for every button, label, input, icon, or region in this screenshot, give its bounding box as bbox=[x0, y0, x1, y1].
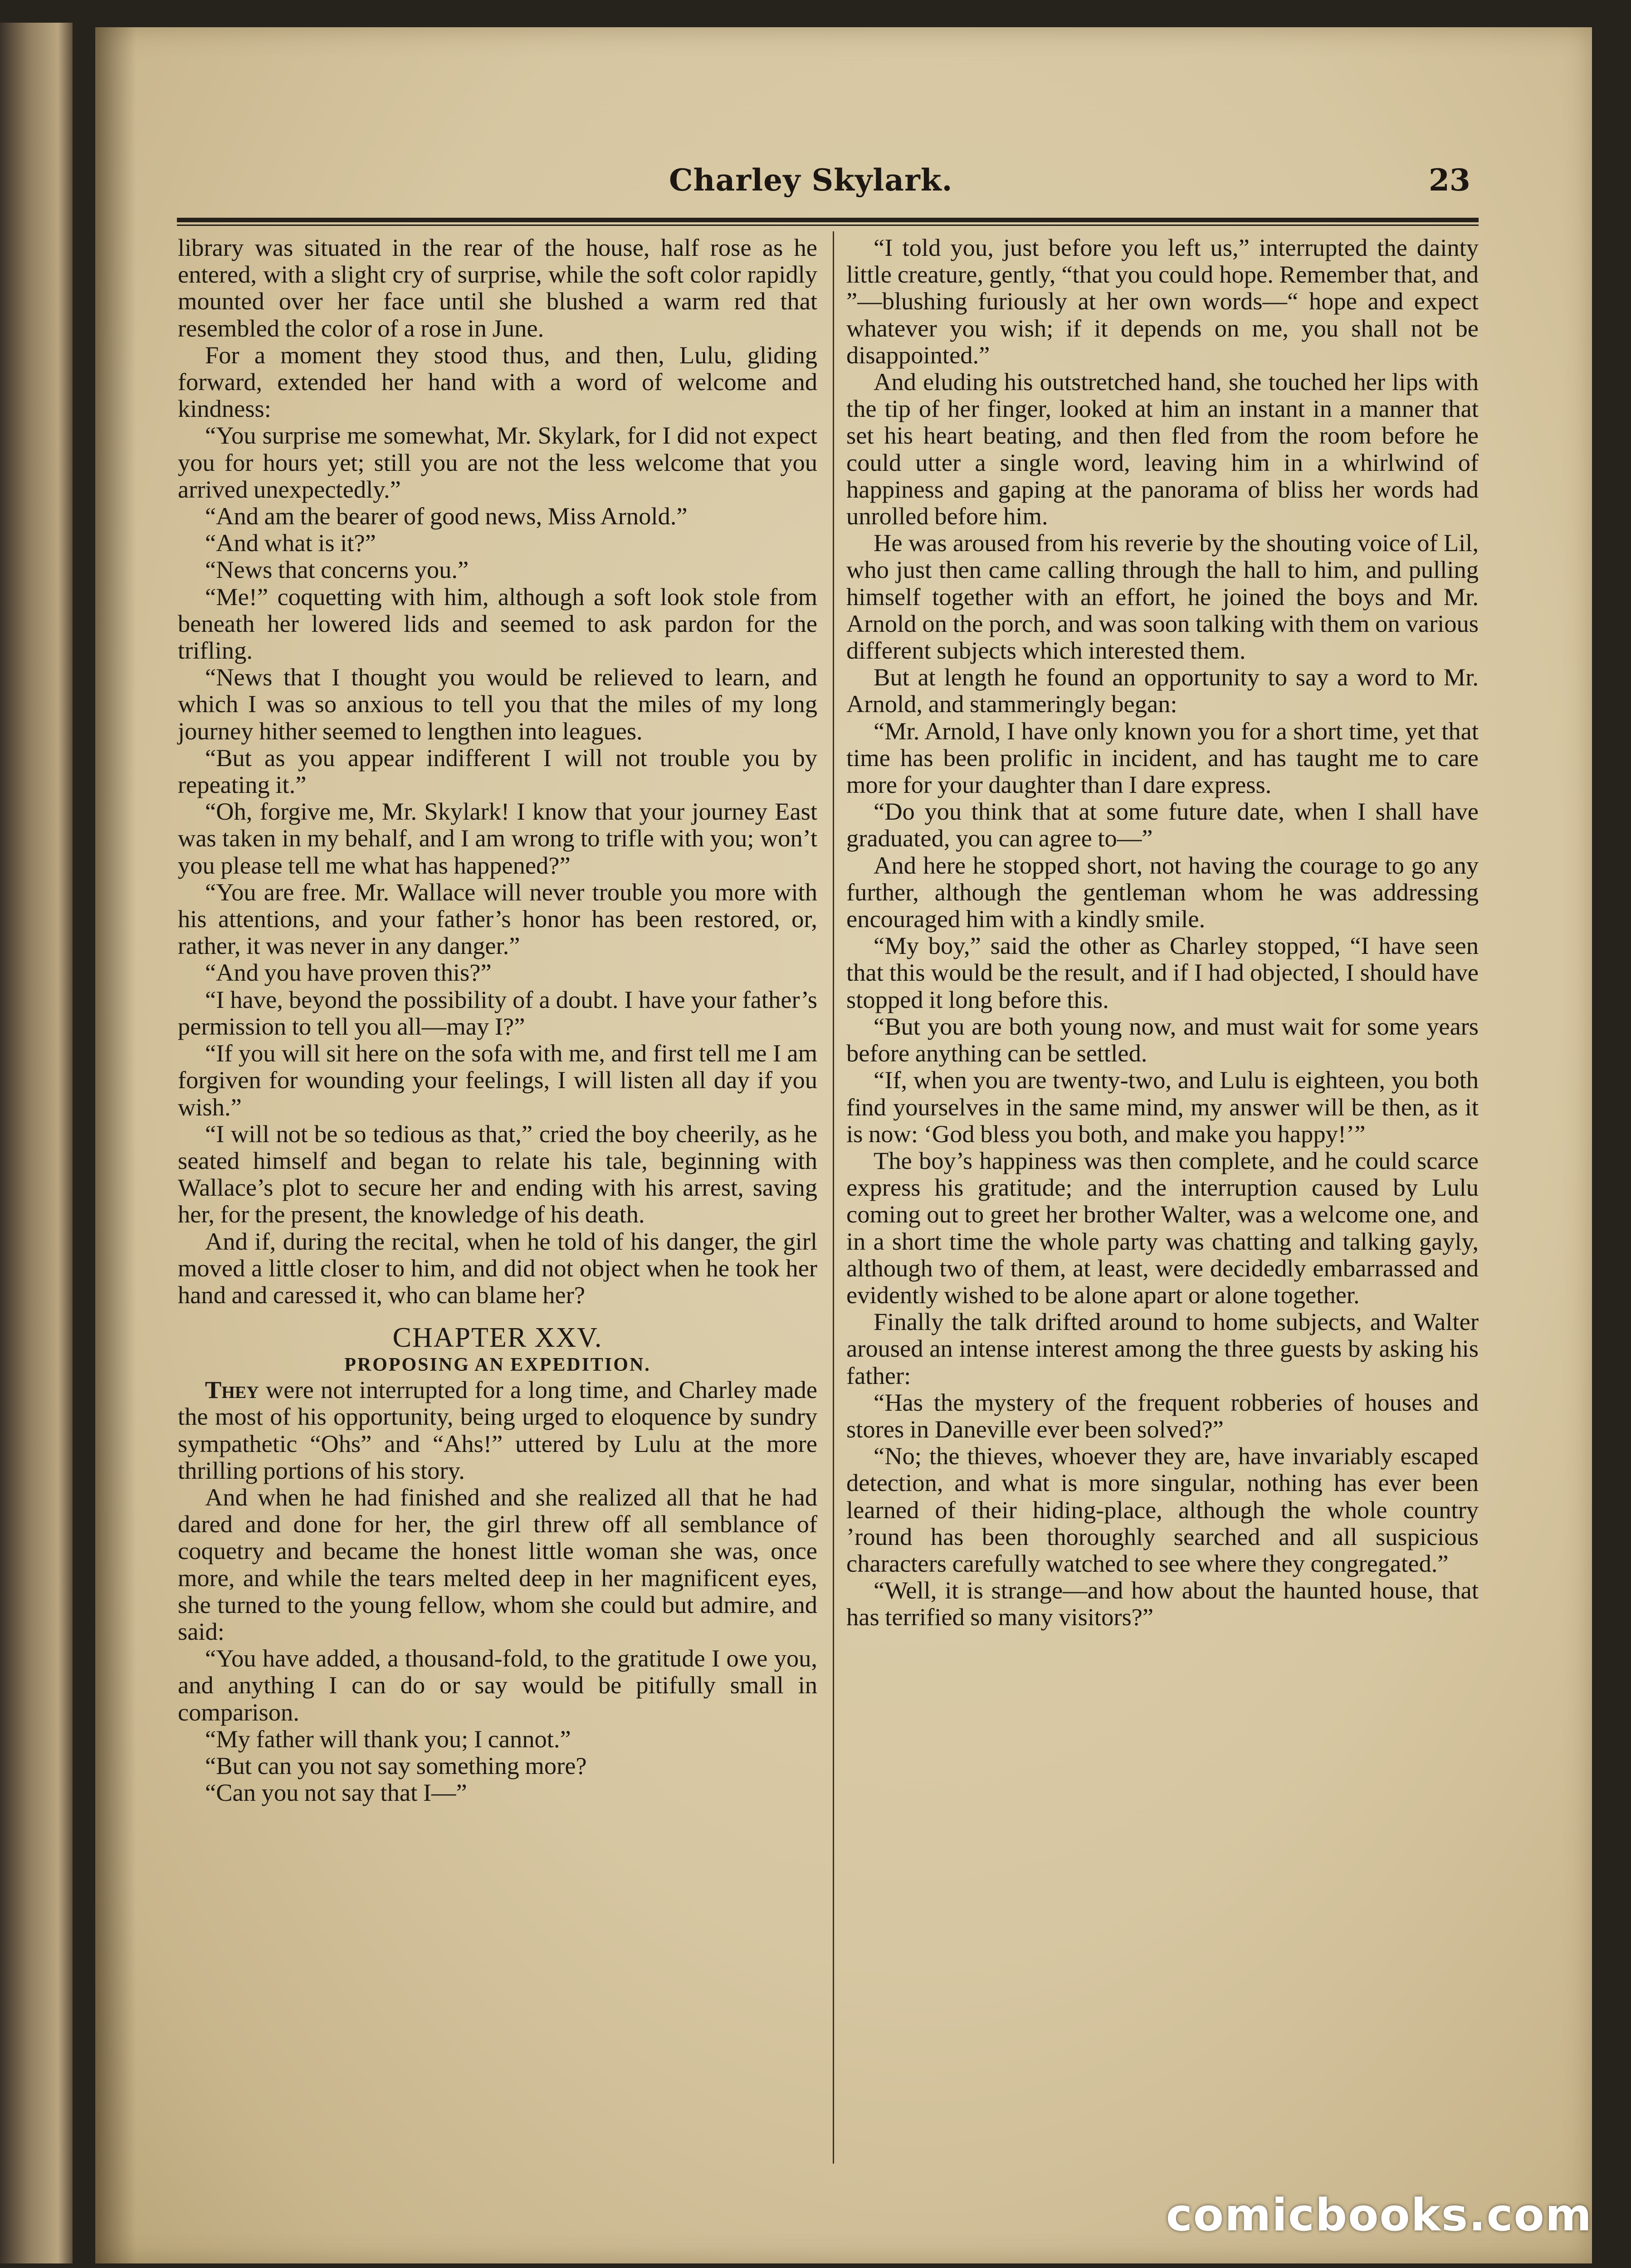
paragraph: And here he stopped short, not having the courage to go any further, although the gentleman whom he was addressing encouraged him with a kindly smile. bbox=[846, 851, 1479, 933]
paragraph: “News that concerns you.” bbox=[205, 556, 469, 584]
chapter-first-paragraph bbox=[178, 1376, 817, 1484]
paragraph: Finally the talk drifted around to home subjects, and Walter aroused an intense interest among the three guests by asking his father: bbox=[846, 1308, 1479, 1389]
header-rule bbox=[177, 218, 1479, 226]
paragraph: “And you have proven this?” bbox=[205, 958, 492, 987]
paragraph: “Can you not say that I—” bbox=[205, 1779, 467, 1807]
paragraph: “My father will thank you; I cannot.” bbox=[205, 1725, 571, 1753]
chapter-first-paragraph-text: were not interrupted for a long time, and Charley made the most of his opportunity, being urged to eloquence by sundry sympathetic “Ohs” and “Ahs!” uttered by Lulu at the more thrilling portions of his story. bbox=[178, 1376, 817, 1484]
column-divider bbox=[833, 231, 834, 2164]
paragraph: “And am the bearer of good news, Miss Arnold.” bbox=[205, 502, 688, 530]
left-text-column bbox=[178, 234, 817, 1806]
page-gutter-shadow bbox=[95, 27, 136, 2263]
paragraph: “You surprise me somewhat, Mr. Skylark, for I did not expect you for hours yet; still you are not the less welcome that you arrived unexpectedly.” bbox=[178, 421, 817, 503]
site-watermark: comicbooks.com bbox=[1166, 2190, 1592, 2241]
paragraph: “Oh, forgive me, Mr. Skylark! I know that your journey East was taken in my behalf, and I am wrong to trifle with you; won’t you please tell me what has happened?” bbox=[178, 797, 817, 879]
paragraph: “But as you appear indifferent I will not trouble you by repeating it.” bbox=[178, 743, 817, 799]
paragraph: “Has the mystery of the frequent robberies of houses and stores in Daneville ever been solved?” bbox=[846, 1388, 1479, 1443]
paragraph: And when he had finished and she realized all that he had dared and done for her, the girl threw off all semblance of coquetry and became the honest little woman she was, once more, and while the tears melted deep in her magnificent eyes, she turned to the young fellow, whom she could but admire, and said: bbox=[178, 1483, 817, 1645]
paragraph: “News that I thought you would be relieved to learn, and which I was so anxious to tell you that the miles of my long journey hither seemed to lengthen into leagues. bbox=[178, 663, 817, 745]
paragraph: “But you are both young now, and must wait for some years before anything can be settled. bbox=[846, 1012, 1479, 1067]
chapter-subtitle: PROPOSING AN EXPEDITION. bbox=[344, 1354, 651, 1376]
paragraph: The boy’s happiness was then complete, and he could scarce express his gratitude; and the interruption caused by Lulu coming out to greet her brother Walter, was a welcome one, and in a short time the whole party was chatting and talking gayly, although two of them, at least, were decidedly embarrassed and evidently wished to be alone apart or alone together. bbox=[846, 1146, 1479, 1309]
paragraph: “You have added, a thousand-fold, to the gratitude I owe you, and anything I can do or say would be pitifully small in comparison. bbox=[178, 1644, 817, 1726]
paragraph: “I told you, just before you left us,” interrupted the dainty little creature, gently, “that you could hope. Remember that, and ”—blushing furiously at her own words—“ hope and expect whatever you wish; if it depends on me, you shall not be disappointed.” bbox=[846, 234, 1479, 369]
previous-page-edge bbox=[0, 23, 73, 2263]
right-text-column bbox=[846, 234, 1479, 1631]
paragraph: For a moment they stood thus, and then, Lulu, gliding forward, extended her hand with a word of welcome and kindness: bbox=[178, 341, 817, 423]
paragraph: “My boy,” said the other as Charley stopped, “I have seen that this would be the result, and if I had objected, I should have stopped it long before this. bbox=[846, 932, 1479, 1013]
paragraph: “But can you not say something more? bbox=[205, 1751, 587, 1779]
paragraph: “Me!” coquetting with him, although a soft look stole from beneath her lowered lids and seemed to ask pardon for the trifling. bbox=[178, 582, 817, 665]
paragraph: “Well, it is strange—and how about the haunted house, that has terrified so many visitors?” bbox=[846, 1576, 1479, 1631]
paragraph: “Do you think that at some future date, when I shall have graduated, you can agree to—” bbox=[846, 797, 1479, 852]
paragraph: “I have, beyond the possibility of a doubt. I have your father’s permission to tell you all—may I?” bbox=[178, 985, 817, 1040]
paragraph: “I will not be so tedious as that,” cried the boy cheerily, as he seated himself and began to relate his tale, beginning with Wallace’s plot to secure her and ending with his arrest, saving her, for the present, the knowledge of his death. bbox=[178, 1119, 817, 1228]
page-number: 23 bbox=[1429, 162, 1470, 198]
running-header-title: Charley Skylark. bbox=[669, 162, 953, 198]
paragraph: And eluding his outstretched hand, she touched her lips with the tip of her finger, looked at him an instant in a manner that set his heart beating, and then fled from the room before he could utter a single word, leaving him in a whirlwind of happiness and gaping at the panorama of bliss her words had unrolled before him. bbox=[846, 368, 1479, 530]
chapter-heading: CHAPTER XXV. bbox=[392, 1322, 603, 1354]
paragraph: He was aroused from his reverie by the shouting voice of Lil, who just then came calling through the hall to him, and pulling himself together with an effort, he joined the boys and Mr. Arnold on the porch, and was soon talking with them on various different subjects which interested them. bbox=[846, 529, 1479, 665]
paragraph: library was situated in the rear of the house, half rose as he entered, with a slight cry of surprise, while the soft color rapidly mounted over her face until she blushed a warm red that resembled the color of a rose in June. bbox=[178, 234, 817, 342]
paragraph: “If you will sit here on the sofa with me, and first tell me I am forgiven for wounding your feelings, I will listen all day if you wish.” bbox=[178, 1039, 817, 1121]
paragraph: “No; the thieves, whoever they are, have invariably escaped detection, and what is more singular, nothing has ever been learned of their hiding-place, although the whole country ’round has been thoroughly searched and all suspicious characters carefully watched to see where they congregated.” bbox=[846, 1442, 1479, 1577]
paragraph: But at length he found an opportunity to say a word to Mr. Arnold, and stammeringly began: bbox=[846, 663, 1479, 718]
paragraph: “If, when you are twenty-two, and Lulu is eighteen, you both find yourselves in the same mind, my answer will be then, as it is now: ‘God bless you both, and make you happy!’” bbox=[846, 1066, 1479, 1148]
paragraph: “You are free. Mr. Wallace will never trouble you more with his attentions, and your father’s honor has been restored, or, rather, it was never in any danger.” bbox=[178, 878, 817, 960]
paragraph: “Mr. Arnold, I have only known you for a short time, yet that time has been prolific in incident, and has taught me to care more for your daughter than I dare express. bbox=[846, 717, 1479, 799]
chapter-lead-word: They bbox=[205, 1376, 259, 1404]
paragraph: “And what is it?” bbox=[205, 529, 376, 557]
paragraph: And if, during the recital, when he told of his danger, the girl moved a little closer to him, and did not object when he took her hand and caressed it, who can blame her? bbox=[178, 1227, 817, 1309]
